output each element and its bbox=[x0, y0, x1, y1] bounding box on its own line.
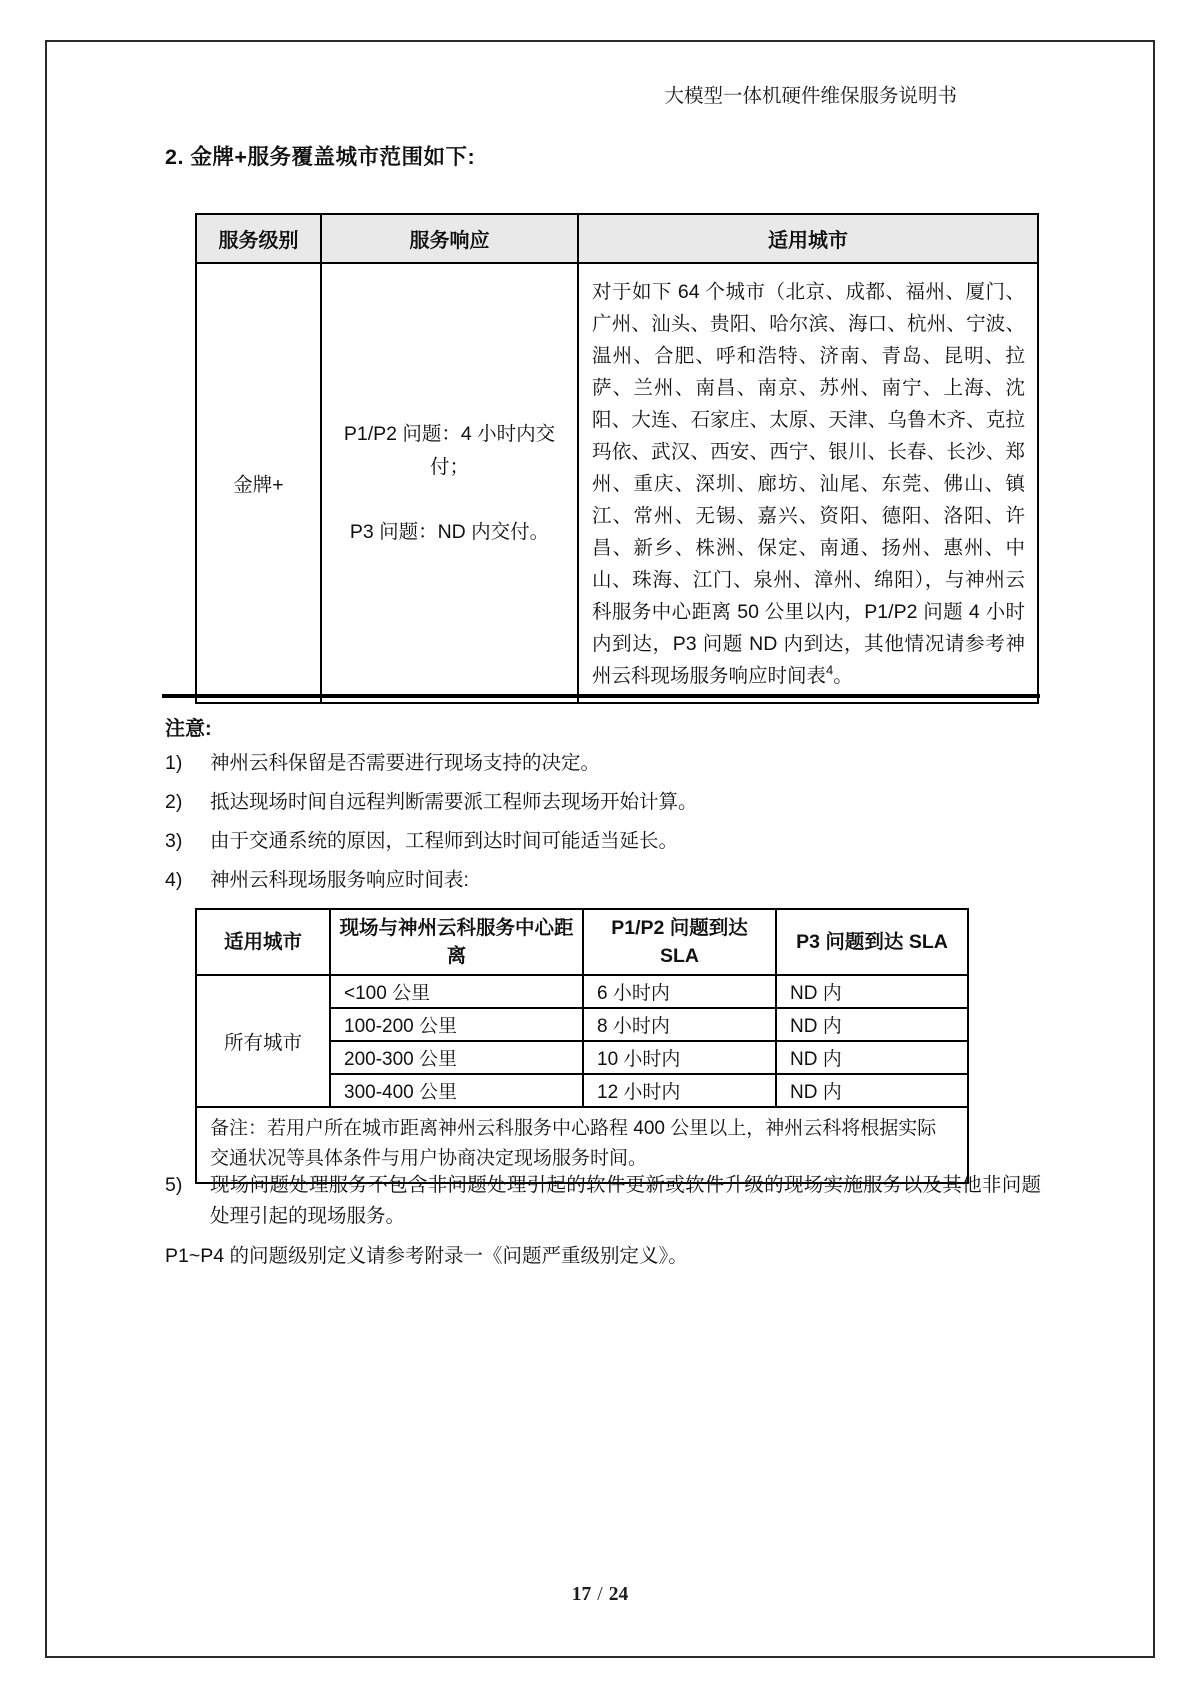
onsite-response-time-table bbox=[195, 908, 969, 1184]
list-item-number: 4) bbox=[165, 869, 183, 891]
p1p2-sla-cell: 8 小时内 bbox=[583, 1008, 776, 1041]
remark-cell: 备注：若用户所在城市距离神州云科服务中心路程 400 公里以上，神州云科将根据实际交通状况等具体条件与用户协商决定现场服务时间。 bbox=[196, 1107, 968, 1183]
p1p2-sla-cell: 12 小时内 bbox=[583, 1074, 776, 1107]
list-item-number: 3) bbox=[165, 830, 183, 852]
list-item bbox=[165, 869, 698, 891]
list-item-text: 现场问题处理服务不包含非问题处理引起的软件更新或软件升级的现场实施服务以及其他非问题处理引起的现场服务。 bbox=[210, 1174, 1041, 1227]
list-item-number: 5) bbox=[165, 1174, 183, 1196]
footnote-reference: 4 bbox=[826, 662, 834, 678]
p1p2-sla-cell: 6 小时内 bbox=[583, 975, 776, 1008]
list-item-number: 1) bbox=[165, 752, 183, 774]
col-header-service-level: 服务级别 bbox=[196, 214, 321, 263]
col-header-p3-sla: P3 问题到达 SLA bbox=[776, 909, 968, 975]
notes-list bbox=[165, 752, 698, 891]
col-header-service-response: 服务响应 bbox=[321, 214, 578, 263]
list-item bbox=[165, 830, 698, 852]
col-header-p1p2-sla: P1/P2 问题到达 SLA bbox=[583, 909, 776, 975]
distance-cell: 200-300 公里 bbox=[330, 1041, 583, 1074]
list-item bbox=[165, 791, 698, 813]
list-item-text: 由于交通系统的原因，工程师到达时间可能适当延长。 bbox=[210, 830, 679, 852]
p3-sla-cell: ND 内 bbox=[776, 975, 968, 1008]
current-page-number: 17 bbox=[571, 1584, 592, 1605]
table-row bbox=[196, 263, 1038, 703]
response-line-p1p2: P1/P2 问题：4 小时内交付； bbox=[343, 422, 556, 478]
table-row bbox=[196, 975, 968, 1008]
distance-cell: <100 公里 bbox=[330, 975, 583, 1008]
page-number-footer bbox=[0, 1584, 1200, 1606]
cities-text: 对于如下 64 个城市（北京、成都、福州、厦门、广州、汕头、贵阳、哈尔滨、海口、杭州、宁波、温州、合肥、呼和浩特、济南、青岛、昆明、拉萨、兰州、南昌、南京、苏州、南宁、上海、沈阳、大连、石家庄、太原、天津、乌鲁木齐、克拉玛依、武汉、西安、西宁、银川、长春、长沙、郑州、重庆、深圳、廊坊、汕尾、东莞、佛山、镇江、常州、无锡、嘉兴、资阳、德阳、洛阳、许昌、新乡、株洲、保定、南通、扬州、惠州、中山、珠海、江门、泉州、漳州、绵阳），与神州云科服务中心距离 50 公里以内，P1/P2 问题 4 小时内到达，P3 问题 ND 内到达，其他情况请参考神州云科现场服务响应时间表 bbox=[592, 281, 1025, 687]
col-header-applicable-cities: 适用城市 bbox=[578, 214, 1038, 263]
table-header-row bbox=[196, 214, 1038, 263]
list-item-text: 神州云科现场服务响应时间表: bbox=[210, 869, 469, 891]
horizontal-rule bbox=[162, 694, 1040, 698]
p3-sla-cell: ND 内 bbox=[776, 1041, 968, 1074]
document-title-header: 大模型一体机硬件维保服务说明书 bbox=[664, 86, 957, 107]
list-item-text: 抵达现场时间自远程判断需要派工程师去现场开始计算。 bbox=[210, 791, 698, 813]
response-line-p3: P3 问题：ND 内交付。 bbox=[349, 520, 550, 543]
distance-cell: 100-200 公里 bbox=[330, 1008, 583, 1041]
list-item-text: 神州云科保留是否需要进行现场支持的决定。 bbox=[210, 752, 601, 774]
closing-paragraph: P1~P4 的问题级别定义请参考附录一《问题严重级别定义》。 bbox=[165, 1245, 688, 1267]
page-number-separator: / bbox=[597, 1584, 603, 1605]
total-page-count: 24 bbox=[608, 1584, 629, 1605]
service-coverage-table bbox=[195, 213, 1039, 704]
list-item bbox=[165, 752, 698, 774]
p3-sla-cell: ND 内 bbox=[776, 1008, 968, 1041]
p3-sla-cell: ND 内 bbox=[776, 1074, 968, 1107]
service-level-cell: 金牌+ bbox=[196, 263, 321, 703]
applicable-cities-cell bbox=[578, 263, 1038, 703]
cities-text-period: 。 bbox=[833, 665, 853, 687]
notes-label: 注意: bbox=[165, 718, 212, 740]
p1p2-sla-cell: 10 小时内 bbox=[583, 1041, 776, 1074]
list-item bbox=[165, 1170, 1041, 1232]
col-header-applicable-cities: 适用城市 bbox=[196, 909, 330, 975]
distance-cell: 300-400 公里 bbox=[330, 1074, 583, 1107]
section-heading: 2. 金牌+服务覆盖城市范围如下: bbox=[165, 145, 476, 169]
all-cities-cell: 所有城市 bbox=[196, 975, 330, 1107]
list-item-number: 2) bbox=[165, 791, 183, 813]
table-header-row bbox=[196, 909, 968, 975]
service-response-cell bbox=[321, 263, 578, 703]
col-header-distance: 现场与神州云科服务中心距离 bbox=[330, 909, 583, 975]
